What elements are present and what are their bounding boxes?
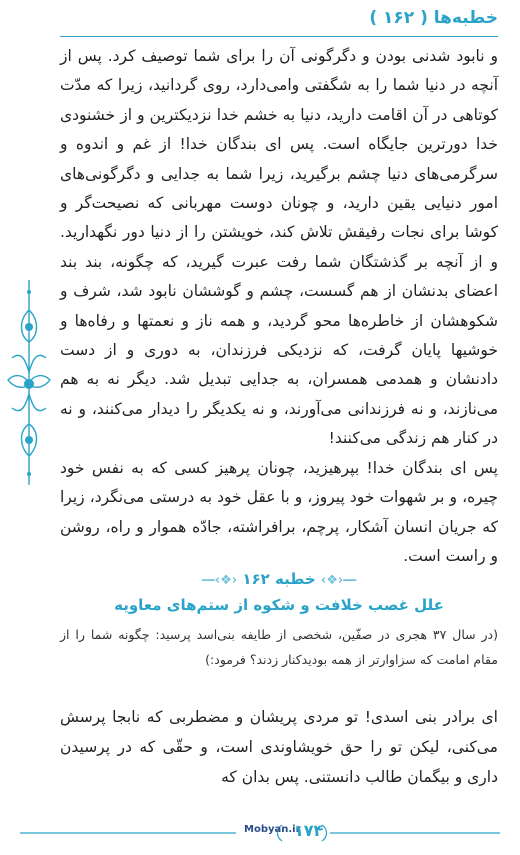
section-number-line — [60, 566, 498, 592]
decorative-ornament-icon — [4, 280, 54, 485]
page-footer — [0, 815, 520, 849]
section-number: خطبه ۱۶۲ — [242, 570, 316, 588]
section-heading — [60, 566, 498, 618]
body-paragraph: و نابود شدنی بودن و دگرگونی آن را برای شما توصیف کرد. پس از آنچه در دنیا شما را به شگفتی وامی‌دارد، روی گردانید، زیرا که مدّت کوتاهی در آن اقامت دارید، دنیا به خشم خدا نزدیکترین و از خشنودی خدا دورترین جایگاه است. پس ای بندگان خدا! از غم و اندوه و سرگرمی‌های دنیا چشم برگیرید، زیرا شما به جدایی و دگرگونی‌های امور دنیایی یقین دارید، و چونان دوست مهربانی که نصیحت‌گر و کوشا برای نجات رفیقش تلاش کند، خویشتن را از دنیا دور نگهدارید. و از آنچه بر گذشتگان شما رفت عبرت گیرید، که چگونه، بند بند اعضای بدنشان از هم گسست، چشم و گوششان نابود شد، شرف و شکوهشان از خاطره‌ها محو گردید، و همه ناز و نعمتها و رفاه‌ها و خوشیها پایان گرفت، که نزدیکی فرزندان، به دوری و از دست دادنشان و همدمی همسران، به جدایی تبدیل شد. دیگر نه به هم می‌نازند، و نه فرزندانی می‌آورند، و نه یکدیگر را دیدار می‌کنند، و نه در کنار هم زندگی می‌کنند! — [60, 47, 498, 448]
section-title: علل غصب خلافت و شکوه از ستم‌های معاویه — [114, 596, 444, 614]
flourish-icon: ‹❖›― — [201, 573, 238, 588]
running-header — [60, 8, 498, 37]
page-body — [60, 42, 498, 571]
flourish-icon: ―‹❖› — [320, 573, 357, 588]
section-speech: ای برادر بنی اسدی! تو مردی پریشان و مضطربی که نابجا پرسش می‌کنی، لیکن تو را حق خویشاوندی است، و حقّی که در پرسیدن داری و بیگمان طالب دانستنی. پس بدان که — [60, 708, 498, 786]
running-title: خطبه‌ها ( ۱۶۲ ) — [369, 8, 498, 28]
page-number: ۱۷۴ — [294, 821, 324, 840]
body-paragraph: پس ای بندگان خدا! بپرهیزید، چونان پرهیز کسی که به نفس خود چیره، و بر شهوات خود پیروز، و با عقل خود به درستی می‌نگرد، زیرا که جریان انسان آشکار، پرچم، برافراشته، جادّه هموار و راه، روشن و راست است. — [60, 458, 498, 565]
section-intro: (در سال ۳۷ هجری در صفّین، شخصی از طایفه بنی‌اسد پرسید: چگونه شما را از مقام امامت که سزاوارتر از همه بودید‌کنار زدند؟ فرمود:) — [60, 627, 498, 667]
site-credit: Mobyan.ir — [244, 824, 301, 835]
